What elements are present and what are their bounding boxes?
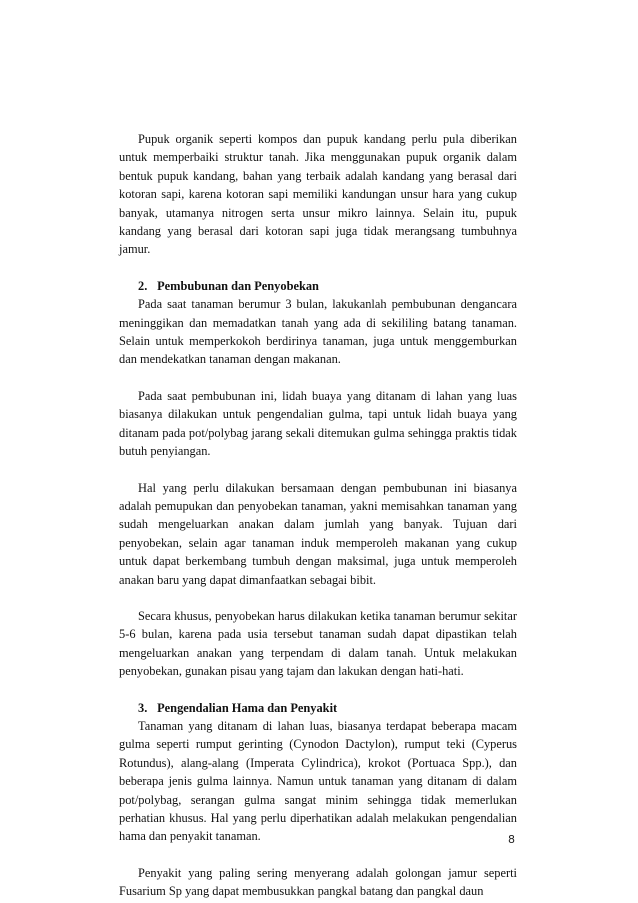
- paragraph-weeding: Pada saat pembubunan ini, lidah buaya yang ditanam di lahan yang luas biasanya dilakukan untuk pengendalian gulma, tapi untuk lidah buaya yang ditanam pada pot/polybag jarang sekali ditemukan gulma sehingga praktis tidak butuh penyiangan.: [119, 388, 517, 459]
- paragraph-weeds: Tanaman yang ditanam di lahan luas, biasanya terdapat beberapa macam gulma seperti rumput gerinting (Cynodon Dactylon), rumput teki (Cyperus Rotundus), alang-alang (Imperata Cylindrica), krokot (Portuaca Spp.), dan beberapa jenis gulma lainnya. Namun untuk tanaman yang ditanam di dalam pot/polybag, serangan gulma sangat minim sehingga tidak memerlukan perhatian khusus. Hal yang perlu diperhatikan adalah melakukan pengendalian hama dan penyakit tanaman.: [119, 718, 517, 844]
- paragraph-penyobekan-timing: Secara khusus, penyobekan harus dilakukan ketika tanaman berumur sekitar 5-6 bulan, karena pada usia tersebut tanaman sudah dapat dipastikan telah mengeluarkan anakan yang terpendam di dalam tanah. Untuk melakukan penyobekan, gunakan pisau yang tajam dan lakukan dengan hati-hati.: [119, 608, 517, 679]
- section-heading-pembubunan: [119, 277, 517, 295]
- section-title: Pengendalian Hama dan Penyakit: [157, 700, 338, 715]
- section-title: Pembubunan dan Penyobekan: [157, 278, 319, 293]
- section-number: 3.: [138, 700, 148, 715]
- document-body: [119, 130, 517, 901]
- paragraph-pembubunan: Pada saat tanaman berumur 3 bulan, lakukanlah pembubunan dengancara meninggikan dan memadatkan tanah yang ada di sekililing batang tanaman. Selain untuk memperkokoh berdirinya tanaman, juga untuk menggemburkan dan mendekatkan tanaman dengan makanan.: [119, 297, 517, 367]
- page-number: 8: [508, 833, 515, 846]
- section-heading-pest-control: [119, 699, 517, 717]
- paragraph-diseases: Penyakit yang paling sering menyerang adalah golongan jamur seperti Fusarium Sp yang dapat membusukkan pangkal batang dan pangkal daun: [119, 865, 517, 899]
- paragraph-organic-fertilizer: Pupuk organik seperti kompos dan pupuk kandang perlu pula diberikan untuk memperbaiki struktur tanah. Jika menggunakan pupuk organik dalam bentuk pupuk kandang, bahan yang terbaik adalah kandang yang berasal dari kotoran sapi, karena kotoran sapi memiliki kandungan unsur hara yang cukup banyak, utamanya nitrogen serta unsur mikro lainnya. Selain itu, pupuk kandang yang berasal dari kotoran sapi juga tidak merangsang tumbuhnya jamur.: [119, 132, 517, 257]
- section-number: 2.: [138, 278, 148, 293]
- paragraph-penyobekan-purpose: Hal yang perlu dilakukan bersamaan dengan pembubunan ini biasanya adalah pemupukan dan penyobekan tanaman, yakni memisahkan tanaman yang sudah mengeluarkan anakan dalam jumlah yang banyak. Tujuan dari penyobekan, selain agar tanaman induk memperoleh makanan yang cukup untuk dapat berkembang tumbuh dengan maksimal, juga untuk memperoleh anakan baru yang dapat dimanfaatkan sebagai bibit.: [119, 480, 517, 587]
